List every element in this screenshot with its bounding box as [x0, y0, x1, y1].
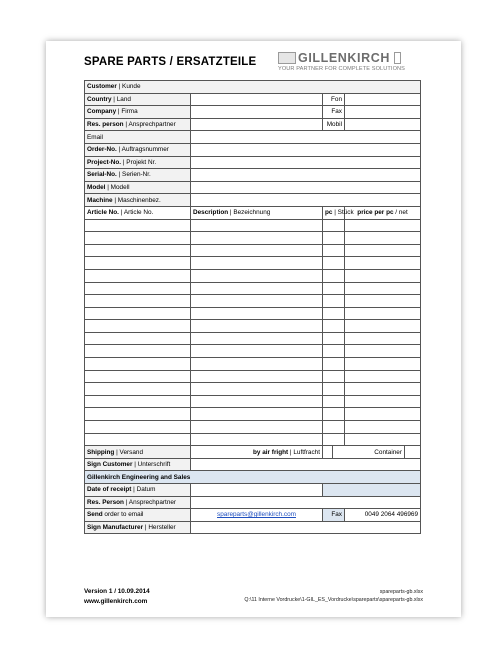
parts-row — [85, 219, 421, 232]
logo-box-icon — [394, 52, 401, 64]
article-no-cell[interactable] — [85, 395, 191, 408]
article-no-cell[interactable] — [85, 232, 191, 245]
container-label: Container — [333, 446, 405, 459]
price-cell[interactable] — [345, 421, 421, 434]
article-no-cell[interactable] — [85, 244, 191, 257]
article-no-cell[interactable] — [85, 320, 191, 333]
project-no-row — [85, 156, 421, 169]
serial-no-row — [85, 169, 421, 182]
pc-header: pc | Stück — [323, 206, 345, 219]
send-email-cell — [191, 509, 323, 522]
air-freight-checkbox[interactable] — [323, 446, 333, 459]
pc-cell[interactable] — [323, 307, 345, 320]
logo-name: GILLENKIRCH — [298, 51, 391, 65]
sign-customer-row — [85, 458, 421, 471]
version-text: Version 1 / 10.09.2014 — [84, 588, 150, 595]
res-person-row — [85, 118, 421, 131]
description-cell[interactable] — [191, 345, 323, 358]
parts-row — [85, 408, 421, 421]
website-text: www.gillenkirch.com — [84, 598, 148, 605]
sign-customer-field[interactable] — [191, 458, 421, 471]
date-receipt-label: Date of receipt | Datum — [85, 484, 191, 497]
country-field[interactable] — [191, 93, 323, 106]
description-cell[interactable] — [191, 282, 323, 295]
pc-cell[interactable] — [323, 345, 345, 358]
model-label: Model | Modell — [85, 181, 191, 194]
mobil-label: Mobil — [323, 118, 345, 131]
price-cell[interactable] — [345, 295, 421, 308]
description-cell[interactable] — [191, 232, 323, 245]
article-no-cell[interactable] — [85, 383, 191, 396]
pc-cell[interactable] — [323, 433, 345, 446]
fax-field[interactable] — [345, 106, 421, 119]
email-field[interactable] — [191, 131, 421, 144]
file-path-text: Q:\11 Interne Vordrucke\1-GIL_ES_Vordrucke\spareparts\spareparts-gb.xlsx — [244, 596, 423, 603]
order-no-label: Order-No. | Auftragsnummer — [85, 143, 191, 156]
price-cell[interactable] — [345, 358, 421, 371]
shipping-row — [85, 446, 421, 459]
pc-cell[interactable] — [323, 320, 345, 333]
country-row — [85, 93, 421, 106]
parts-row — [85, 358, 421, 371]
serial-no-field[interactable] — [191, 169, 421, 182]
pc-cell[interactable] — [323, 282, 345, 295]
fax-label: Fax — [323, 106, 345, 119]
date-receipt-extra-field[interactable] — [323, 484, 421, 497]
res-person-label: Res. person | Ansprechpartner — [85, 118, 191, 131]
article-no-cell[interactable] — [85, 282, 191, 295]
description-cell[interactable] — [191, 421, 323, 434]
sign-manufacturer-row — [85, 521, 421, 534]
parts-row — [85, 332, 421, 345]
description-cell[interactable] — [191, 358, 323, 371]
price-cell[interactable] — [345, 345, 421, 358]
parts-row — [85, 345, 421, 358]
article-no-cell[interactable] — [85, 358, 191, 371]
price-cell[interactable] — [345, 395, 421, 408]
price-cell[interactable] — [345, 370, 421, 383]
pc-cell[interactable] — [323, 383, 345, 396]
price-cell[interactable] — [345, 433, 421, 446]
pc-cell[interactable] — [323, 244, 345, 257]
article-no-cell[interactable] — [85, 370, 191, 383]
footer-right — [244, 589, 423, 604]
price-cell[interactable] — [345, 282, 421, 295]
machine-row — [85, 194, 421, 207]
article-no-cell[interactable] — [85, 257, 191, 270]
customer-label: Customer | Kunde — [85, 81, 421, 94]
article-no-cell[interactable] — [85, 332, 191, 345]
price-cell[interactable] — [345, 244, 421, 257]
res-person2-field[interactable] — [191, 496, 421, 509]
parts-row — [85, 433, 421, 446]
date-receipt-field[interactable] — [191, 484, 323, 497]
sign-manufacturer-field[interactable] — [191, 521, 421, 534]
company-field[interactable] — [191, 106, 323, 119]
description-cell[interactable] — [191, 395, 323, 408]
price-cell[interactable] — [345, 307, 421, 320]
pc-cell[interactable] — [323, 269, 345, 282]
description-cell[interactable] — [191, 383, 323, 396]
send-label: Send order to email — [85, 509, 191, 522]
description-cell[interactable] — [191, 332, 323, 345]
article-no-cell[interactable] — [85, 307, 191, 320]
description-cell[interactable] — [191, 295, 323, 308]
page-title: SPARE PARTS / ERSATZTEILE — [84, 56, 257, 68]
parts-row — [85, 383, 421, 396]
logo-bar-icon — [278, 52, 296, 64]
project-no-label: Project-No. | Projekt Nr. — [85, 156, 191, 169]
description-cell[interactable] — [191, 307, 323, 320]
air-freight-label: by air fright | Luftfracht — [191, 446, 323, 459]
description-cell[interactable] — [191, 320, 323, 333]
sign-customer-label: Sign Customer | Unterschrift — [85, 458, 191, 471]
parts-row — [85, 244, 421, 257]
pc-cell[interactable] — [323, 257, 345, 270]
parts-row — [85, 370, 421, 383]
email-label: Email — [85, 131, 191, 144]
country-label: Country | Land — [85, 93, 191, 106]
parts-row — [85, 282, 421, 295]
parts-row — [85, 421, 421, 434]
article-no-cell[interactable] — [85, 421, 191, 434]
parts-row — [85, 395, 421, 408]
res-person-field[interactable] — [191, 118, 323, 131]
pc-cell[interactable] — [323, 295, 345, 308]
send-row — [85, 509, 421, 522]
parts-row — [85, 257, 421, 270]
shipping-label: Shipping | Versand — [85, 446, 191, 459]
parts-header-row — [85, 206, 421, 219]
order-no-field[interactable] — [191, 143, 421, 156]
gk-section-row — [85, 471, 421, 484]
res-person2-label: Res. Person | Ansprechpartner — [85, 496, 191, 509]
model-row — [85, 181, 421, 194]
parts-row — [85, 307, 421, 320]
description-cell[interactable] — [191, 433, 323, 446]
fon-field[interactable] — [345, 93, 421, 106]
description-cell[interactable] — [191, 257, 323, 270]
article-no-cell[interactable] — [85, 219, 191, 232]
price-cell[interactable] — [345, 408, 421, 421]
gk-section-header: Gillenkirch Engineering and Sales — [85, 471, 421, 484]
description-cell[interactable] — [191, 219, 323, 232]
article-no-header: Article No. | Article No. — [85, 206, 191, 219]
customer-row — [85, 81, 421, 94]
price-cell[interactable] — [345, 383, 421, 396]
company-row — [85, 106, 421, 119]
machine-label: Machine | Maschinenbez. — [85, 194, 191, 207]
price-cell[interactable] — [345, 332, 421, 345]
pc-cell[interactable] — [323, 421, 345, 434]
pc-cell[interactable] — [323, 358, 345, 371]
description-cell[interactable] — [191, 370, 323, 383]
spare-parts-form — [84, 80, 421, 534]
description-cell[interactable] — [191, 244, 323, 257]
article-no-cell[interactable] — [85, 408, 191, 421]
form-sheet — [46, 41, 461, 617]
price-cell[interactable] — [345, 257, 421, 270]
pc-cell[interactable] — [323, 370, 345, 383]
price-cell[interactable] — [345, 219, 421, 232]
company-label: Company | Firma — [85, 106, 191, 119]
pc-cell[interactable] — [323, 219, 345, 232]
description-cell[interactable] — [191, 408, 323, 421]
pc-cell[interactable] — [323, 408, 345, 421]
pc-cell[interactable] — [323, 232, 345, 245]
footer-left — [84, 587, 150, 607]
description-header: Description | Bezeichnung — [191, 206, 323, 219]
pc-cell[interactable] — [323, 395, 345, 408]
send-fax-label: Fax — [323, 509, 345, 522]
parts-row — [85, 269, 421, 282]
machine-field[interactable] — [191, 194, 421, 207]
fon-label: Fon — [323, 93, 345, 106]
pc-cell[interactable] — [323, 332, 345, 345]
project-no-field[interactable] — [191, 156, 421, 169]
model-field[interactable] — [191, 181, 421, 194]
gillenkirch-logo — [278, 51, 428, 75]
mobil-field[interactable] — [345, 118, 421, 131]
parts-row — [85, 295, 421, 308]
parts-row — [85, 232, 421, 245]
file-name-text: spareparts-gb.xlsx — [379, 589, 423, 595]
article-no-cell[interactable] — [85, 433, 191, 446]
logo-tagline: YOUR PARTNER FOR COMPLETE SOLUTIONS — [278, 66, 405, 72]
price-cell[interactable] — [345, 320, 421, 333]
serial-no-label: Serial-No. | Serien-Nr. — [85, 169, 191, 182]
price-cell[interactable] — [345, 269, 421, 282]
container-checkbox[interactable] — [405, 446, 421, 459]
sign-manufacturer-label: Sign Manufacturer | Hersteller — [85, 521, 191, 534]
price-header: price per pc / net — [345, 206, 421, 219]
article-no-cell[interactable] — [85, 269, 191, 282]
order-no-row — [85, 143, 421, 156]
res-person2-row — [85, 496, 421, 509]
price-cell[interactable] — [345, 232, 421, 245]
send-email-link[interactable]: spareparts@gillenkirch.com — [217, 511, 296, 519]
article-no-cell[interactable] — [85, 345, 191, 358]
send-fax-number: 0049 2064 496969 — [345, 509, 421, 522]
email-row — [85, 131, 421, 144]
article-no-cell[interactable] — [85, 295, 191, 308]
description-cell[interactable] — [191, 269, 323, 282]
parts-row — [85, 320, 421, 333]
date-receipt-row — [85, 484, 421, 497]
